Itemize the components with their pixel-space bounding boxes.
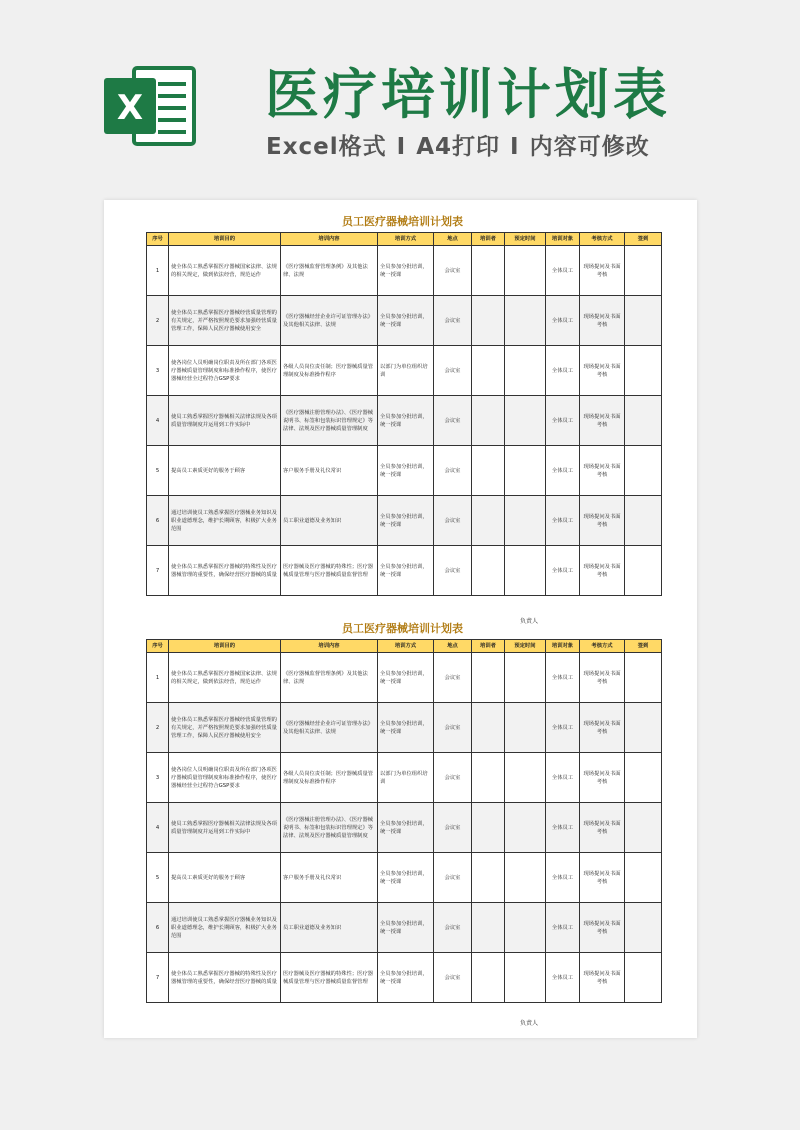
table-cell: 全体员工: [546, 903, 580, 953]
subtitle-format: Excel格式: [266, 134, 387, 160]
table-cell: [472, 346, 505, 396]
table-cell: [505, 446, 546, 496]
table-cell: 使各岗位人员明确岗位职责及所在部门各项医疗器械质量管理制度和标准操作程序，使医疗器械经营全过程符合GSP要求: [169, 753, 281, 803]
table-cell: [505, 346, 546, 396]
subtitle-separator: I: [396, 134, 407, 160]
table-cell: 全员参加分批培训，统一授课: [378, 546, 434, 596]
table-cell: 使全体员工熟悉掌握医疗器械国家法律、法规的相关规定，做到依法经营，规范运作: [169, 653, 281, 703]
table-cell: 现场提问及书面考核: [580, 246, 625, 296]
table-cell: [625, 853, 662, 903]
table-cell: 各级人员岗位责任制；医疗器械质量管理制度及标准操作程序: [281, 753, 378, 803]
table-cell: 全体员工: [546, 653, 580, 703]
subtitle-editable: 内容可修改: [529, 134, 650, 160]
table-cell: 5: [147, 853, 169, 903]
column-header: 签到: [625, 233, 662, 246]
table-cell: [505, 903, 546, 953]
table-cell: 会议室: [434, 653, 472, 703]
column-header: 培训内容: [281, 233, 378, 246]
table-cell: 各级人员岗位责任制；医疗器械质量管理制度及标准操作程序: [281, 346, 378, 396]
table-cell: [625, 246, 662, 296]
table-cell: 医疗器械及医疗器械的特殊性；医疗器械质量管理与医疗器械质量监督管理: [281, 546, 378, 596]
table-cell: 现场提问及书面考核: [580, 753, 625, 803]
table-cell: [472, 903, 505, 953]
table-row: [147, 246, 662, 296]
table-cell: [505, 853, 546, 903]
table-cell: 提高员工素质更好的服务于顾客: [169, 446, 281, 496]
table-cell: 会议室: [434, 346, 472, 396]
table-cell: [625, 346, 662, 396]
table-row: [147, 703, 662, 753]
table-cell: 会议室: [434, 703, 472, 753]
table-cell: 会议室: [434, 246, 472, 296]
column-header: 培训目的: [169, 640, 281, 653]
table-cell: 通过培训使员工熟悉掌握医疗器械业务知识及职业道德理念，维护长期顾客，积极扩大业务范围: [169, 903, 281, 953]
table-cell: 全体员工: [546, 703, 580, 753]
table-cell: 《医疗器械监督管理条例》及其他法律、法规: [281, 653, 378, 703]
table-cell: 会议室: [434, 546, 472, 596]
table-row: [147, 853, 662, 903]
table-row: [147, 653, 662, 703]
table-cell: 现场提问及书面考核: [580, 296, 625, 346]
table-cell: [472, 546, 505, 596]
subtitle-print: A4打印: [416, 134, 501, 160]
table-row: [147, 953, 662, 1003]
table-cell: 会议室: [434, 753, 472, 803]
table-cell: 《医疗器械监督管理条例》及其他法律、法规: [281, 246, 378, 296]
column-header: 序号: [147, 640, 169, 653]
table-cell: 客户服务手册及礼仪常识: [281, 853, 378, 903]
table-cell: [625, 496, 662, 546]
table-cell: 全员参加分批培训，统一授课: [378, 246, 434, 296]
table-cell: 《医疗器械经营企业许可证管理办法》及其他相关法律、法规: [281, 296, 378, 346]
table-cell: 使全体员工熟悉掌握医疗器械国家法律、法规的相关规定，做到依法经营，规范运作: [169, 246, 281, 296]
table-cell: 全员参加分批培训，统一授课: [378, 853, 434, 903]
table-cell: 员工职业道德及业务知识: [281, 496, 378, 546]
table-cell: 以部门为单位组织培训: [378, 753, 434, 803]
table-cell: 会议室: [434, 296, 472, 346]
table-row: [147, 446, 662, 496]
training-plan-table: [146, 232, 662, 596]
table-cell: 会议室: [434, 446, 472, 496]
table-cell: 通过培训使员工熟悉掌握医疗器械业务知识及职业道德理念，维护长期顾客，积极扩大业务范围: [169, 496, 281, 546]
table-cell: [505, 546, 546, 596]
table-cell: 全体员工: [546, 446, 580, 496]
table-cell: 现场提问及书面考核: [580, 496, 625, 546]
table-cell: [505, 396, 546, 446]
table-cell: 2: [147, 703, 169, 753]
table-cell: 使全体员工熟悉掌握医疗器械的特殊性及医疗器械管理的重要性，确保经营医疗器械的质量: [169, 546, 281, 596]
table-cell: 提高员工素质更好的服务于顾客: [169, 853, 281, 903]
table-cell: [625, 703, 662, 753]
responsible-label: 负责人: [520, 618, 539, 625]
table-cell: [505, 803, 546, 853]
table-cell: 《医疗器械注册管理办法》、《医疗器械说明书、标签和包装标识管理规定》等法律、法规及医疗器械质量管理制度: [281, 396, 378, 446]
table-cell: 使各岗位人员明确岗位职责及所在部门各项医疗器械质量管理制度和标准操作程序，使医疗器械经营全过程符合GSP要求: [169, 346, 281, 396]
table-cell: 6: [147, 496, 169, 546]
table-cell: 全员参加分批培训，统一授课: [378, 803, 434, 853]
training-plan-block-1: [146, 212, 659, 596]
table-cell: [472, 446, 505, 496]
table-cell: 全体员工: [546, 296, 580, 346]
table-header-row: [147, 640, 662, 653]
table-cell: [472, 953, 505, 1003]
column-header: 培训方式: [378, 233, 434, 246]
column-header: 培训对象: [546, 640, 580, 653]
table-cell: [505, 496, 546, 546]
table-cell: 现场提问及书面考核: [580, 653, 625, 703]
table-cell: 3: [147, 753, 169, 803]
logo-letter: X: [116, 88, 144, 128]
table-cell: 全体员工: [546, 346, 580, 396]
table-cell: 1: [147, 653, 169, 703]
column-header: 预定时间: [505, 233, 546, 246]
table-cell: 全员参加分批培训，统一授课: [378, 296, 434, 346]
table-cell: 以部门为单位组织培训: [378, 346, 434, 396]
table-cell: 全体员工: [546, 246, 580, 296]
column-header: 培训者: [472, 640, 505, 653]
table-cell: [505, 953, 546, 1003]
table-cell: 7: [147, 546, 169, 596]
table-cell: [625, 546, 662, 596]
table-cell: [472, 246, 505, 296]
table-row: [147, 753, 662, 803]
page-subtitle: [266, 128, 650, 161]
sheet-title: 员工医疗器械培训计划表: [342, 622, 463, 635]
table-cell: 《医疗器械经营企业许可证管理办法》及其他相关法律、法规: [281, 703, 378, 753]
table-cell: 1: [147, 246, 169, 296]
table-cell: 全员参加分批培训，统一授课: [378, 903, 434, 953]
table-row: [147, 296, 662, 346]
table-cell: [472, 753, 505, 803]
table-cell: 现场提问及书面考核: [580, 446, 625, 496]
training-plan-table: [146, 639, 662, 1003]
table-cell: [505, 296, 546, 346]
table-cell: [472, 703, 505, 753]
table-cell: 会议室: [434, 953, 472, 1003]
table-row: [147, 396, 662, 446]
table-cell: 全员参加分批培训，统一授课: [378, 703, 434, 753]
table-cell: [472, 296, 505, 346]
table-cell: 全员参加分批培训，统一授课: [378, 953, 434, 1003]
table-cell: 会议室: [434, 803, 472, 853]
table-cell: [472, 496, 505, 546]
table-cell: 全体员工: [546, 753, 580, 803]
column-header: 培训对象: [546, 233, 580, 246]
table-cell: [625, 296, 662, 346]
table-cell: 全体员工: [546, 803, 580, 853]
table-cell: 现场提问及书面考核: [580, 703, 625, 753]
table-cell: 现场提问及书面考核: [580, 346, 625, 396]
table-row: [147, 803, 662, 853]
table-cell: 会议室: [434, 396, 472, 446]
table-cell: 全体员工: [546, 853, 580, 903]
table-cell: 全员参加分批培训，统一授课: [378, 396, 434, 446]
table-cell: [625, 903, 662, 953]
table-cell: 现场提问及书面考核: [580, 803, 625, 853]
sheet-title: 员工医疗器械培训计划表: [342, 215, 463, 228]
table-cell: 全员参加分批培训，统一授课: [378, 446, 434, 496]
table-cell: 使全体员工熟悉掌握医疗器械经营质量管理的有关规定，并严格按照规范要求加强经营质量管理工作，保障人民医疗器械使用安全: [169, 296, 281, 346]
table-cell: [625, 753, 662, 803]
table-cell: 7: [147, 953, 169, 1003]
column-header: 地点: [434, 233, 472, 246]
column-header: 培训方式: [378, 640, 434, 653]
table-cell: [472, 803, 505, 853]
table-cell: 使员工熟悉掌握医疗器械相关法律法规及各项质量管理制度并运用到工作实际中: [169, 803, 281, 853]
table-cell: [625, 446, 662, 496]
table-cell: 会议室: [434, 903, 472, 953]
column-header: 培训内容: [281, 640, 378, 653]
column-header: 考核方式: [580, 640, 625, 653]
table-cell: [625, 653, 662, 703]
table-cell: 全体员工: [546, 496, 580, 546]
responsible-label: 负责人: [520, 1020, 539, 1027]
table-cell: 全体员工: [546, 953, 580, 1003]
subtitle-separator: I: [510, 134, 520, 160]
column-header: 预定时间: [505, 640, 546, 653]
table-cell: 现场提问及书面考核: [580, 953, 625, 1003]
table-cell: [625, 953, 662, 1003]
column-header: 培训目的: [169, 233, 281, 246]
table-cell: [472, 396, 505, 446]
table-cell: 4: [147, 803, 169, 853]
table-cell: [505, 653, 546, 703]
table-cell: 使全体员工熟悉掌握医疗器械经营质量管理的有关规定，并严格按照规范要求加强经营质量管理工作，保障人民医疗器械使用安全: [169, 703, 281, 753]
table-cell: [625, 396, 662, 446]
table-row: [147, 346, 662, 396]
table-cell: [472, 653, 505, 703]
table-cell: 《医疗器械注册管理办法》、《医疗器械说明书、标签和包装标识管理规定》等法律、法规及医疗器械质量管理制度: [281, 803, 378, 853]
table-cell: 现场提问及书面考核: [580, 396, 625, 446]
table-cell: [505, 753, 546, 803]
table-cell: 使员工熟悉掌握医疗器械相关法律法规及各项质量管理制度并运用到工作实际中: [169, 396, 281, 446]
table-cell: 现场提问及书面考核: [580, 903, 625, 953]
hero-banner: [0, 0, 800, 195]
column-header: 培训者: [472, 233, 505, 246]
table-cell: [505, 703, 546, 753]
page-title: 医疗培训计划表: [265, 63, 671, 126]
table-cell: 全体员工: [546, 546, 580, 596]
table-cell: 现场提问及书面考核: [580, 853, 625, 903]
table-cell: 员工职业道德及业务知识: [281, 903, 378, 953]
table-cell: 2: [147, 296, 169, 346]
table-cell: [505, 246, 546, 296]
table-cell: 医疗器械及医疗器械的特殊性；医疗器械质量管理与医疗器械质量监督管理: [281, 953, 378, 1003]
excel-logo-icon: [100, 58, 200, 154]
table-row: [147, 496, 662, 546]
table-cell: 3: [147, 346, 169, 396]
table-cell: 全体员工: [546, 396, 580, 446]
table-cell: 全员参加分批培训，统一授课: [378, 496, 434, 546]
table-cell: 5: [147, 446, 169, 496]
document-sheet: [104, 200, 697, 1038]
column-header: 签到: [625, 640, 662, 653]
column-header: 考核方式: [580, 233, 625, 246]
table-cell: [625, 803, 662, 853]
column-header: 序号: [147, 233, 169, 246]
table-cell: 全员参加分批培训，统一授课: [378, 653, 434, 703]
table-cell: 现场提问及书面考核: [580, 546, 625, 596]
table-cell: 使全体员工熟悉掌握医疗器械的特殊性及医疗器械管理的重要性，确保经营医疗器械的质量: [169, 953, 281, 1003]
table-header-row: [147, 233, 662, 246]
table-cell: 会议室: [434, 853, 472, 903]
table-cell: 客户服务手册及礼仪常识: [281, 446, 378, 496]
table-cell: [472, 853, 505, 903]
table-cell: 会议室: [434, 496, 472, 546]
table-cell: 4: [147, 396, 169, 446]
table-row: [147, 546, 662, 596]
training-plan-block-2: [146, 619, 659, 1003]
column-header: 地点: [434, 640, 472, 653]
table-row: [147, 903, 662, 953]
table-cell: 6: [147, 903, 169, 953]
